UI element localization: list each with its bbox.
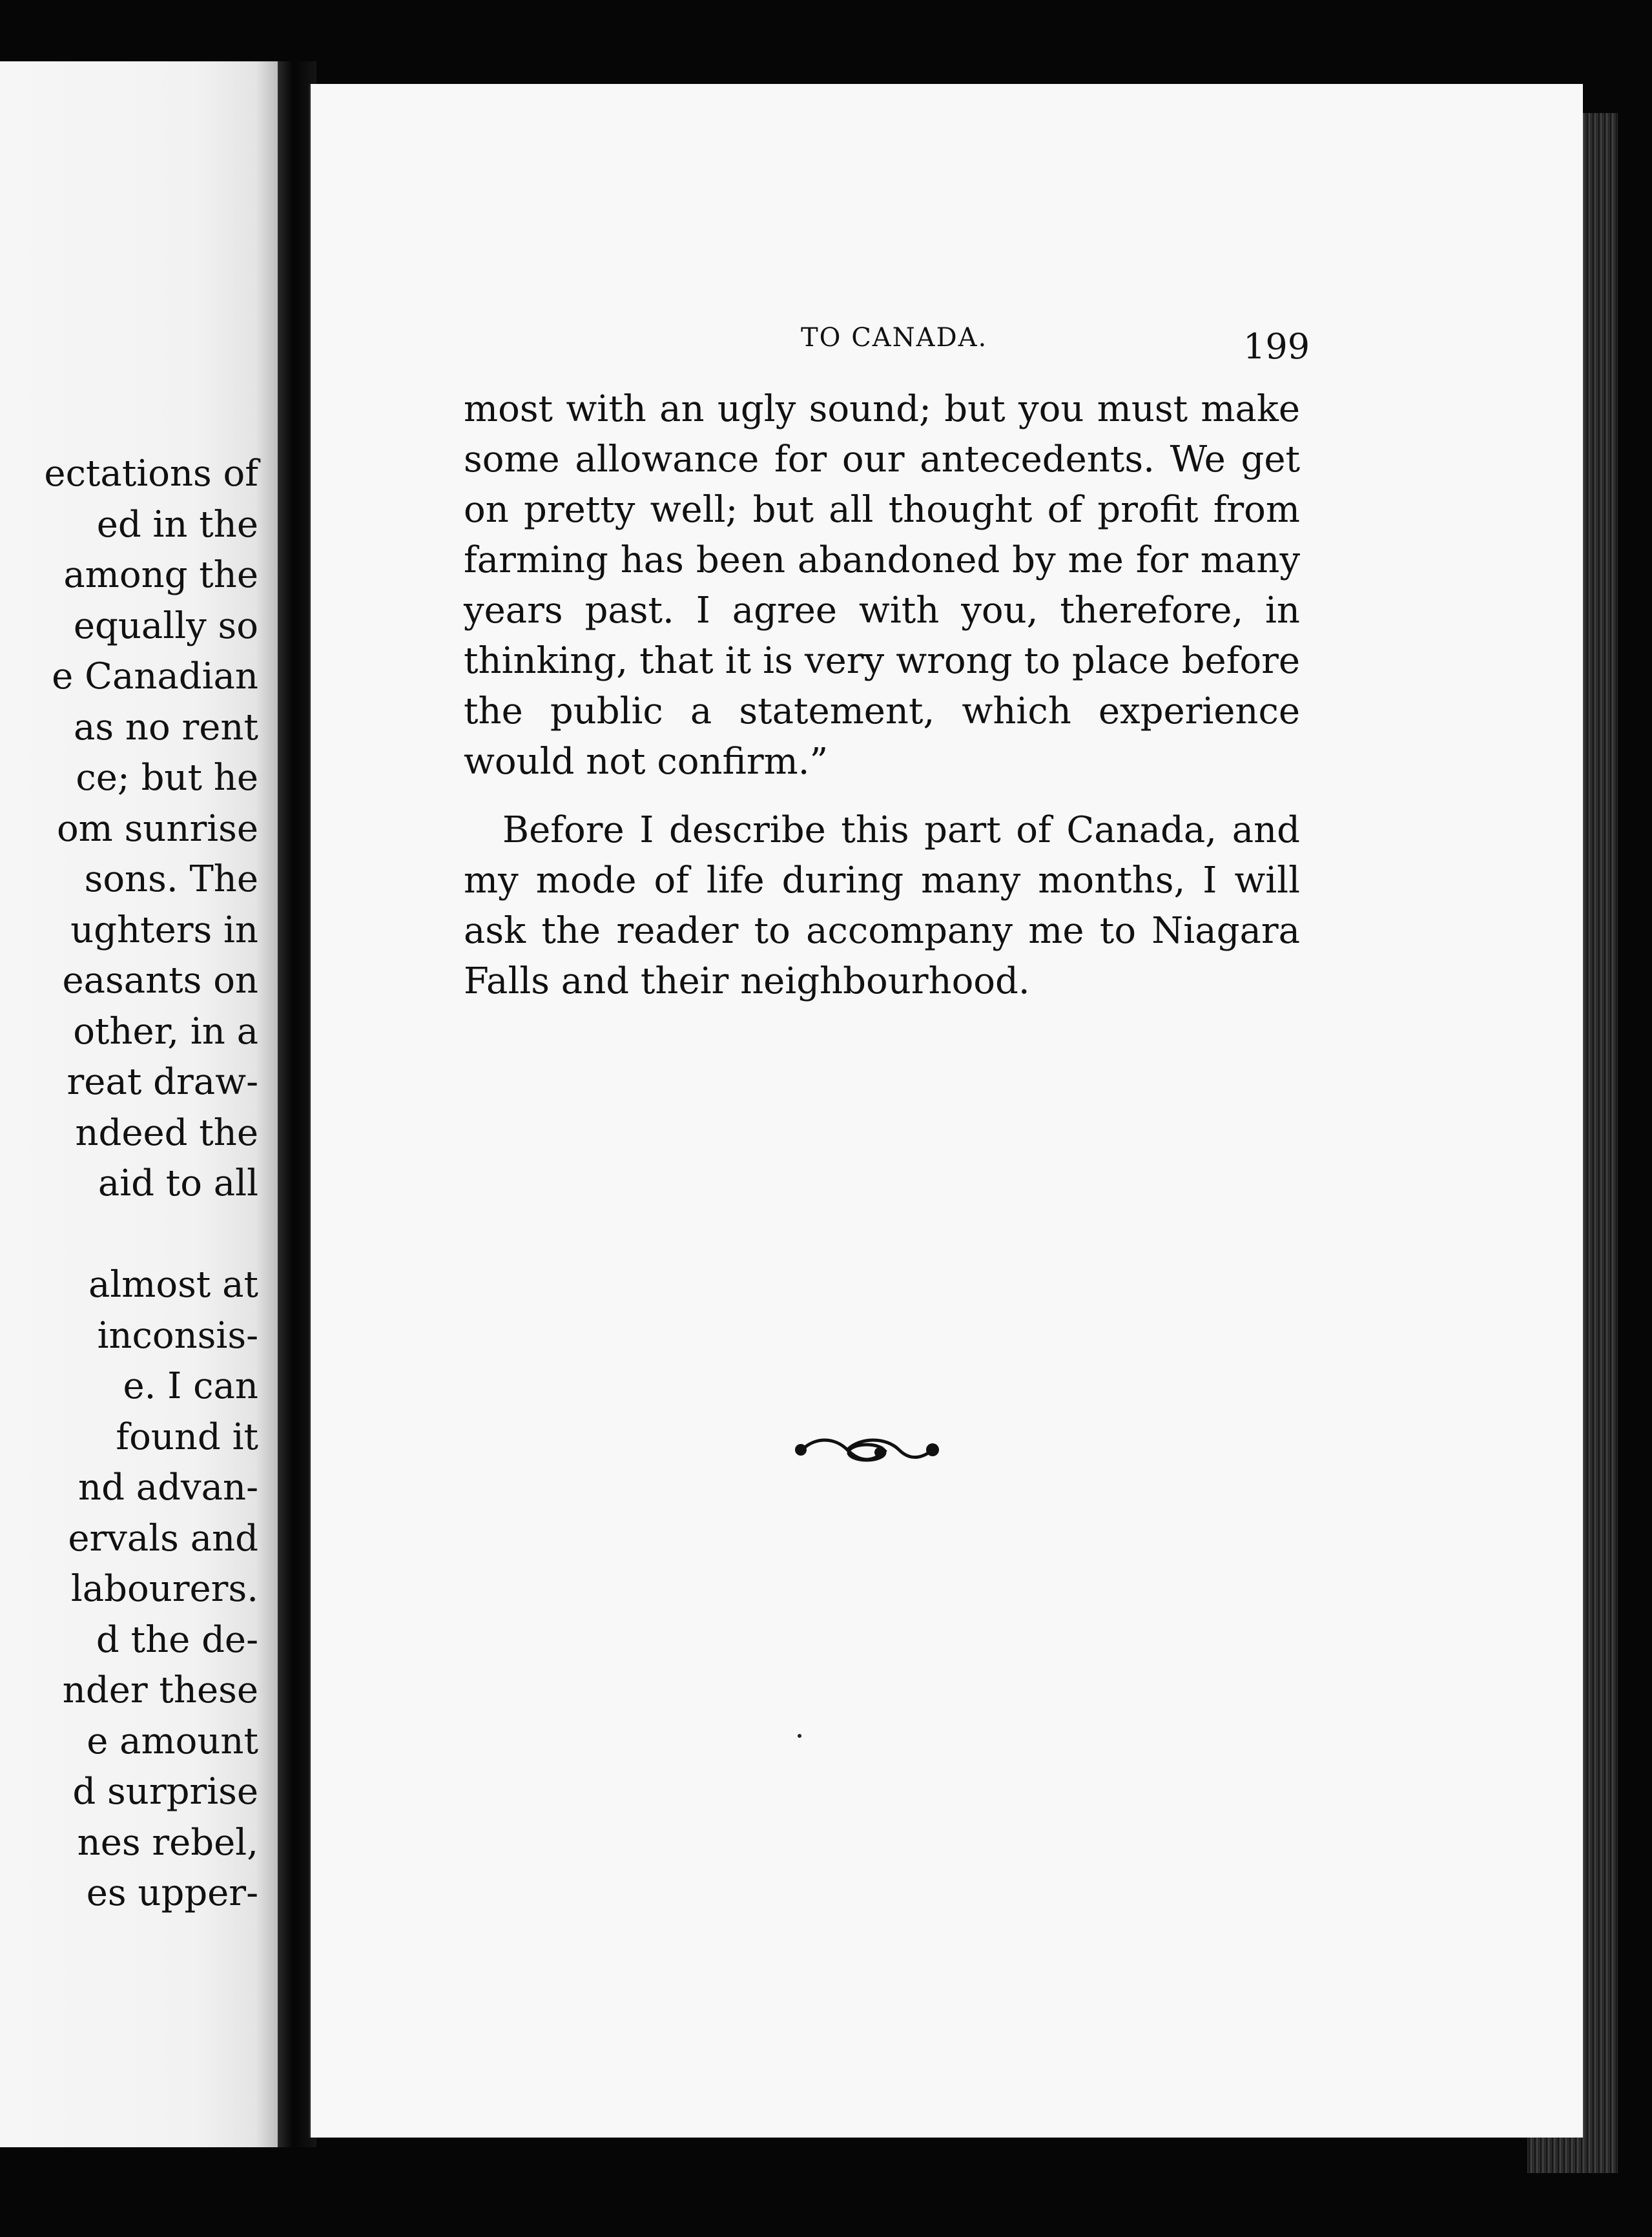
left-page-line: among the	[63, 554, 258, 596]
left-page-line: es upper-	[86, 1872, 258, 1914]
left-page-line: equally so	[73, 604, 258, 647]
left-page-text	[0, 449, 258, 1919]
left-page-line: ervals and	[68, 1517, 258, 1560]
left-page-line: nes rebel,	[77, 1821, 258, 1864]
left-page-line: almost at	[88, 1264, 258, 1306]
left-page-line: found it	[116, 1416, 258, 1458]
left-page-line: e. I can	[123, 1365, 258, 1407]
left-page-line: nder these	[62, 1669, 258, 1711]
left-page-line: inconsis-	[97, 1314, 258, 1357]
left-page-line: labourers.	[70, 1568, 258, 1610]
scroll-ornament-icon	[789, 1430, 944, 1469]
left-page-line: ce; but he	[76, 757, 258, 799]
left-page-line: as no rent	[74, 706, 258, 748]
left-page-line: e Canadian	[52, 655, 258, 697]
left-page-line: nd advan-	[78, 1467, 258, 1509]
left-page-line: ectations of	[44, 453, 258, 495]
left-page-line: ndeed the	[75, 1111, 258, 1154]
left-page-line	[0, 1210, 258, 1261]
left-page-line: reat draw-	[67, 1061, 258, 1103]
left-page-line: d surprise	[72, 1771, 258, 1813]
paragraph-2: Before I describe this part of Canada, and my mode of life during many months, I will ask the reader to accompany me to Niagara Falls and their neighbourhood.	[464, 809, 1300, 1002]
left-page-line: easants on	[62, 960, 258, 1002]
left-facing-page	[0, 61, 278, 2147]
left-page-line: aid to all	[98, 1162, 258, 1204]
left-page-line: om sunrise	[56, 807, 258, 850]
page-number: 199	[1243, 326, 1310, 367]
body-text	[464, 384, 1300, 1007]
running-head: TO CANADA.	[801, 323, 988, 353]
left-page-line: sons. The	[84, 858, 258, 900]
left-page-line: ed in the	[96, 503, 258, 546]
left-page-line: e amount	[87, 1720, 258, 1762]
paragraph-1: most with an ugly sound; but you must make some allowance for our antecedents. We get on pretty well; but all thought of profit from farming has been abandoned by me for many years past. I agree with you, therefore, in thinking, that it is very wrong to place before the public a statement, which experience would not confirm.”	[464, 388, 1300, 783]
paper-speck	[798, 1734, 801, 1738]
left-page-line: ughters in	[70, 909, 258, 951]
left-page-line: other, in a	[73, 1010, 258, 1053]
left-page-line: d the de-	[96, 1618, 258, 1661]
